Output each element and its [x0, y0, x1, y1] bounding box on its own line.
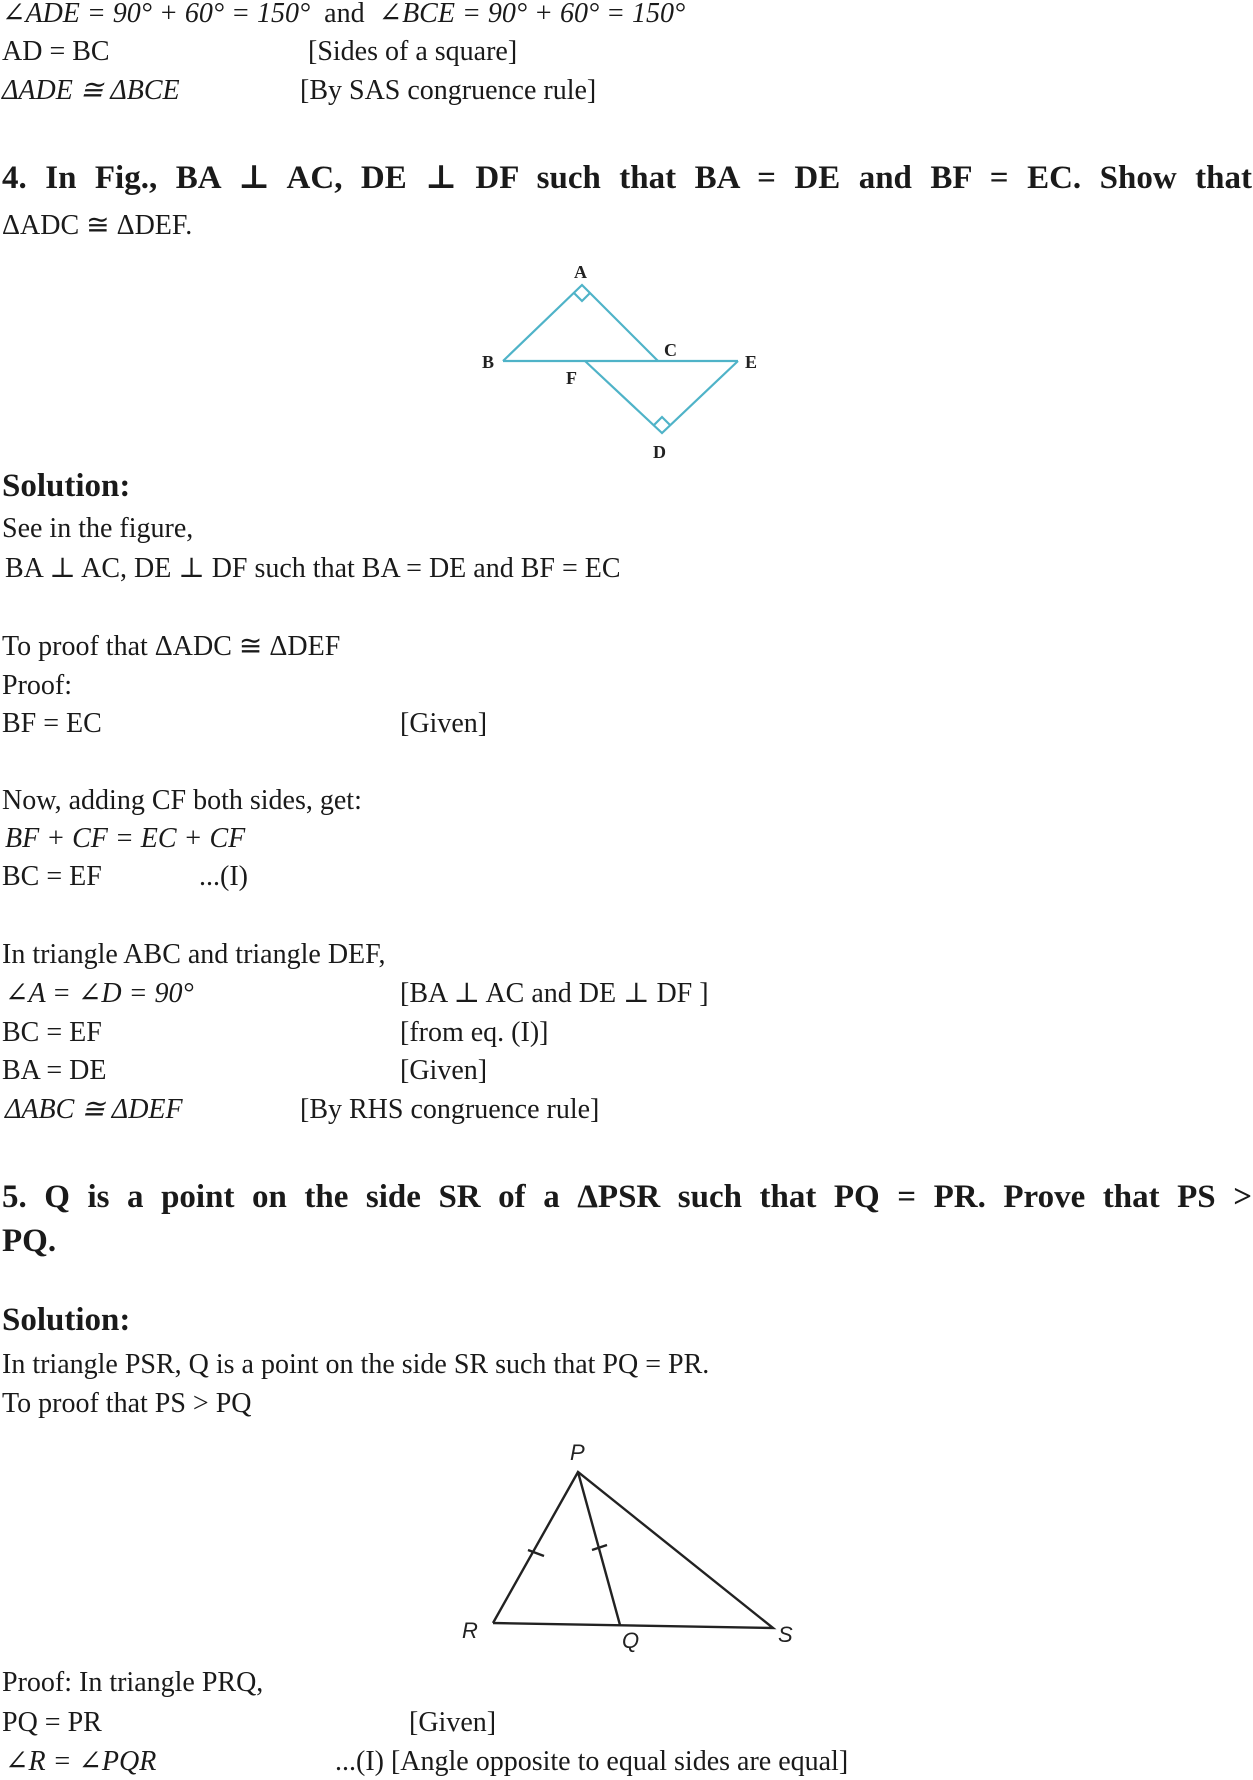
- statement: BC = EF: [2, 1017, 102, 1048]
- and-text: and: [324, 0, 365, 29]
- label-q: Q: [622, 1628, 640, 1653]
- statement: ∠R = ∠PQR: [5, 1746, 157, 1777]
- reason: [Sides of a square]: [308, 36, 518, 67]
- right-angle-a: [574, 293, 590, 301]
- label-c: C: [664, 340, 677, 360]
- question-title: 5. Q is a point on the side SR of a ΔPSR such that PQ = PR. Prove that PS >: [2, 1179, 1252, 1215]
- statement: ΔADE ≅ ΔBCE: [2, 75, 180, 106]
- text-line: Now, adding CF both sides, get:: [2, 785, 362, 816]
- reason: [Given]: [400, 1055, 488, 1086]
- angle-equation: ∠BCE = 90° + 60° = 150°: [378, 0, 686, 29]
- statement: ΔABC ≅ ΔDEF: [5, 1094, 183, 1125]
- statement: BA = DE: [2, 1055, 107, 1086]
- solution-heading: Solution:: [2, 468, 131, 504]
- reason: [By RHS congruence rule]: [300, 1094, 600, 1125]
- reason: [BA ⊥ AC and DE ⊥ DF ]: [400, 978, 709, 1009]
- right-angle-d: [654, 417, 670, 425]
- label-e: E: [745, 352, 758, 372]
- statement: ∠A = ∠D = 90°: [5, 978, 194, 1009]
- triangle-abc: [503, 285, 658, 361]
- reason: [Given]: [409, 1707, 497, 1738]
- text-line: In triangle PSR, Q is a point on the side SR such that PQ = PR.: [2, 1349, 710, 1380]
- statement: BF = EC: [2, 708, 102, 739]
- text-line: Proof:: [2, 670, 72, 701]
- label-a: A: [574, 262, 587, 282]
- text-line: To proof that ΔADC ≅ ΔDEF: [2, 631, 341, 662]
- label-f: F: [566, 368, 577, 388]
- triangle-psr: [493, 1472, 773, 1628]
- label-r: R: [462, 1618, 478, 1643]
- reason: ...(I) [Angle opposite to equal sides are equal]: [335, 1746, 849, 1777]
- label-b: B: [482, 352, 495, 372]
- question-title-cont: ΔADC ≅ ΔDEF.: [2, 210, 193, 241]
- solution-heading: Solution:: [2, 1302, 131, 1338]
- reason: [Given]: [400, 708, 488, 739]
- angle-equation: ∠ADE = 90° + 60° = 150°: [2, 0, 311, 29]
- reason: [By SAS congruence rule]: [300, 75, 597, 106]
- question-title-cont: PQ.: [2, 1223, 57, 1259]
- equation: BF + CF = EC + CF: [5, 823, 246, 854]
- statement: PQ = PR: [2, 1707, 102, 1738]
- equation-ref: ...(I): [199, 861, 248, 892]
- text-line: Proof: In triangle PRQ,: [2, 1667, 264, 1698]
- label-p: P: [570, 1440, 585, 1465]
- text-line: In triangle ABC and triangle DEF,: [2, 939, 386, 970]
- label-d: D: [653, 442, 666, 462]
- statement: AD = BC: [2, 36, 110, 67]
- text-line: See in the figure,: [2, 513, 194, 544]
- text-line: BA ⊥ AC, DE ⊥ DF such that BA = DE and BF = EC: [5, 553, 621, 584]
- reason: [from eq. (I)]: [400, 1017, 549, 1048]
- statement: BC = EF: [2, 861, 102, 892]
- label-s: S: [778, 1622, 793, 1647]
- text-line: To proof that PS > PQ: [2, 1388, 252, 1419]
- triangle-def: [585, 361, 738, 433]
- question-title: 4. In Fig., BA ⊥ AC, DE ⊥ DF such that BA = DE and BF = EC. Show that: [2, 160, 1252, 196]
